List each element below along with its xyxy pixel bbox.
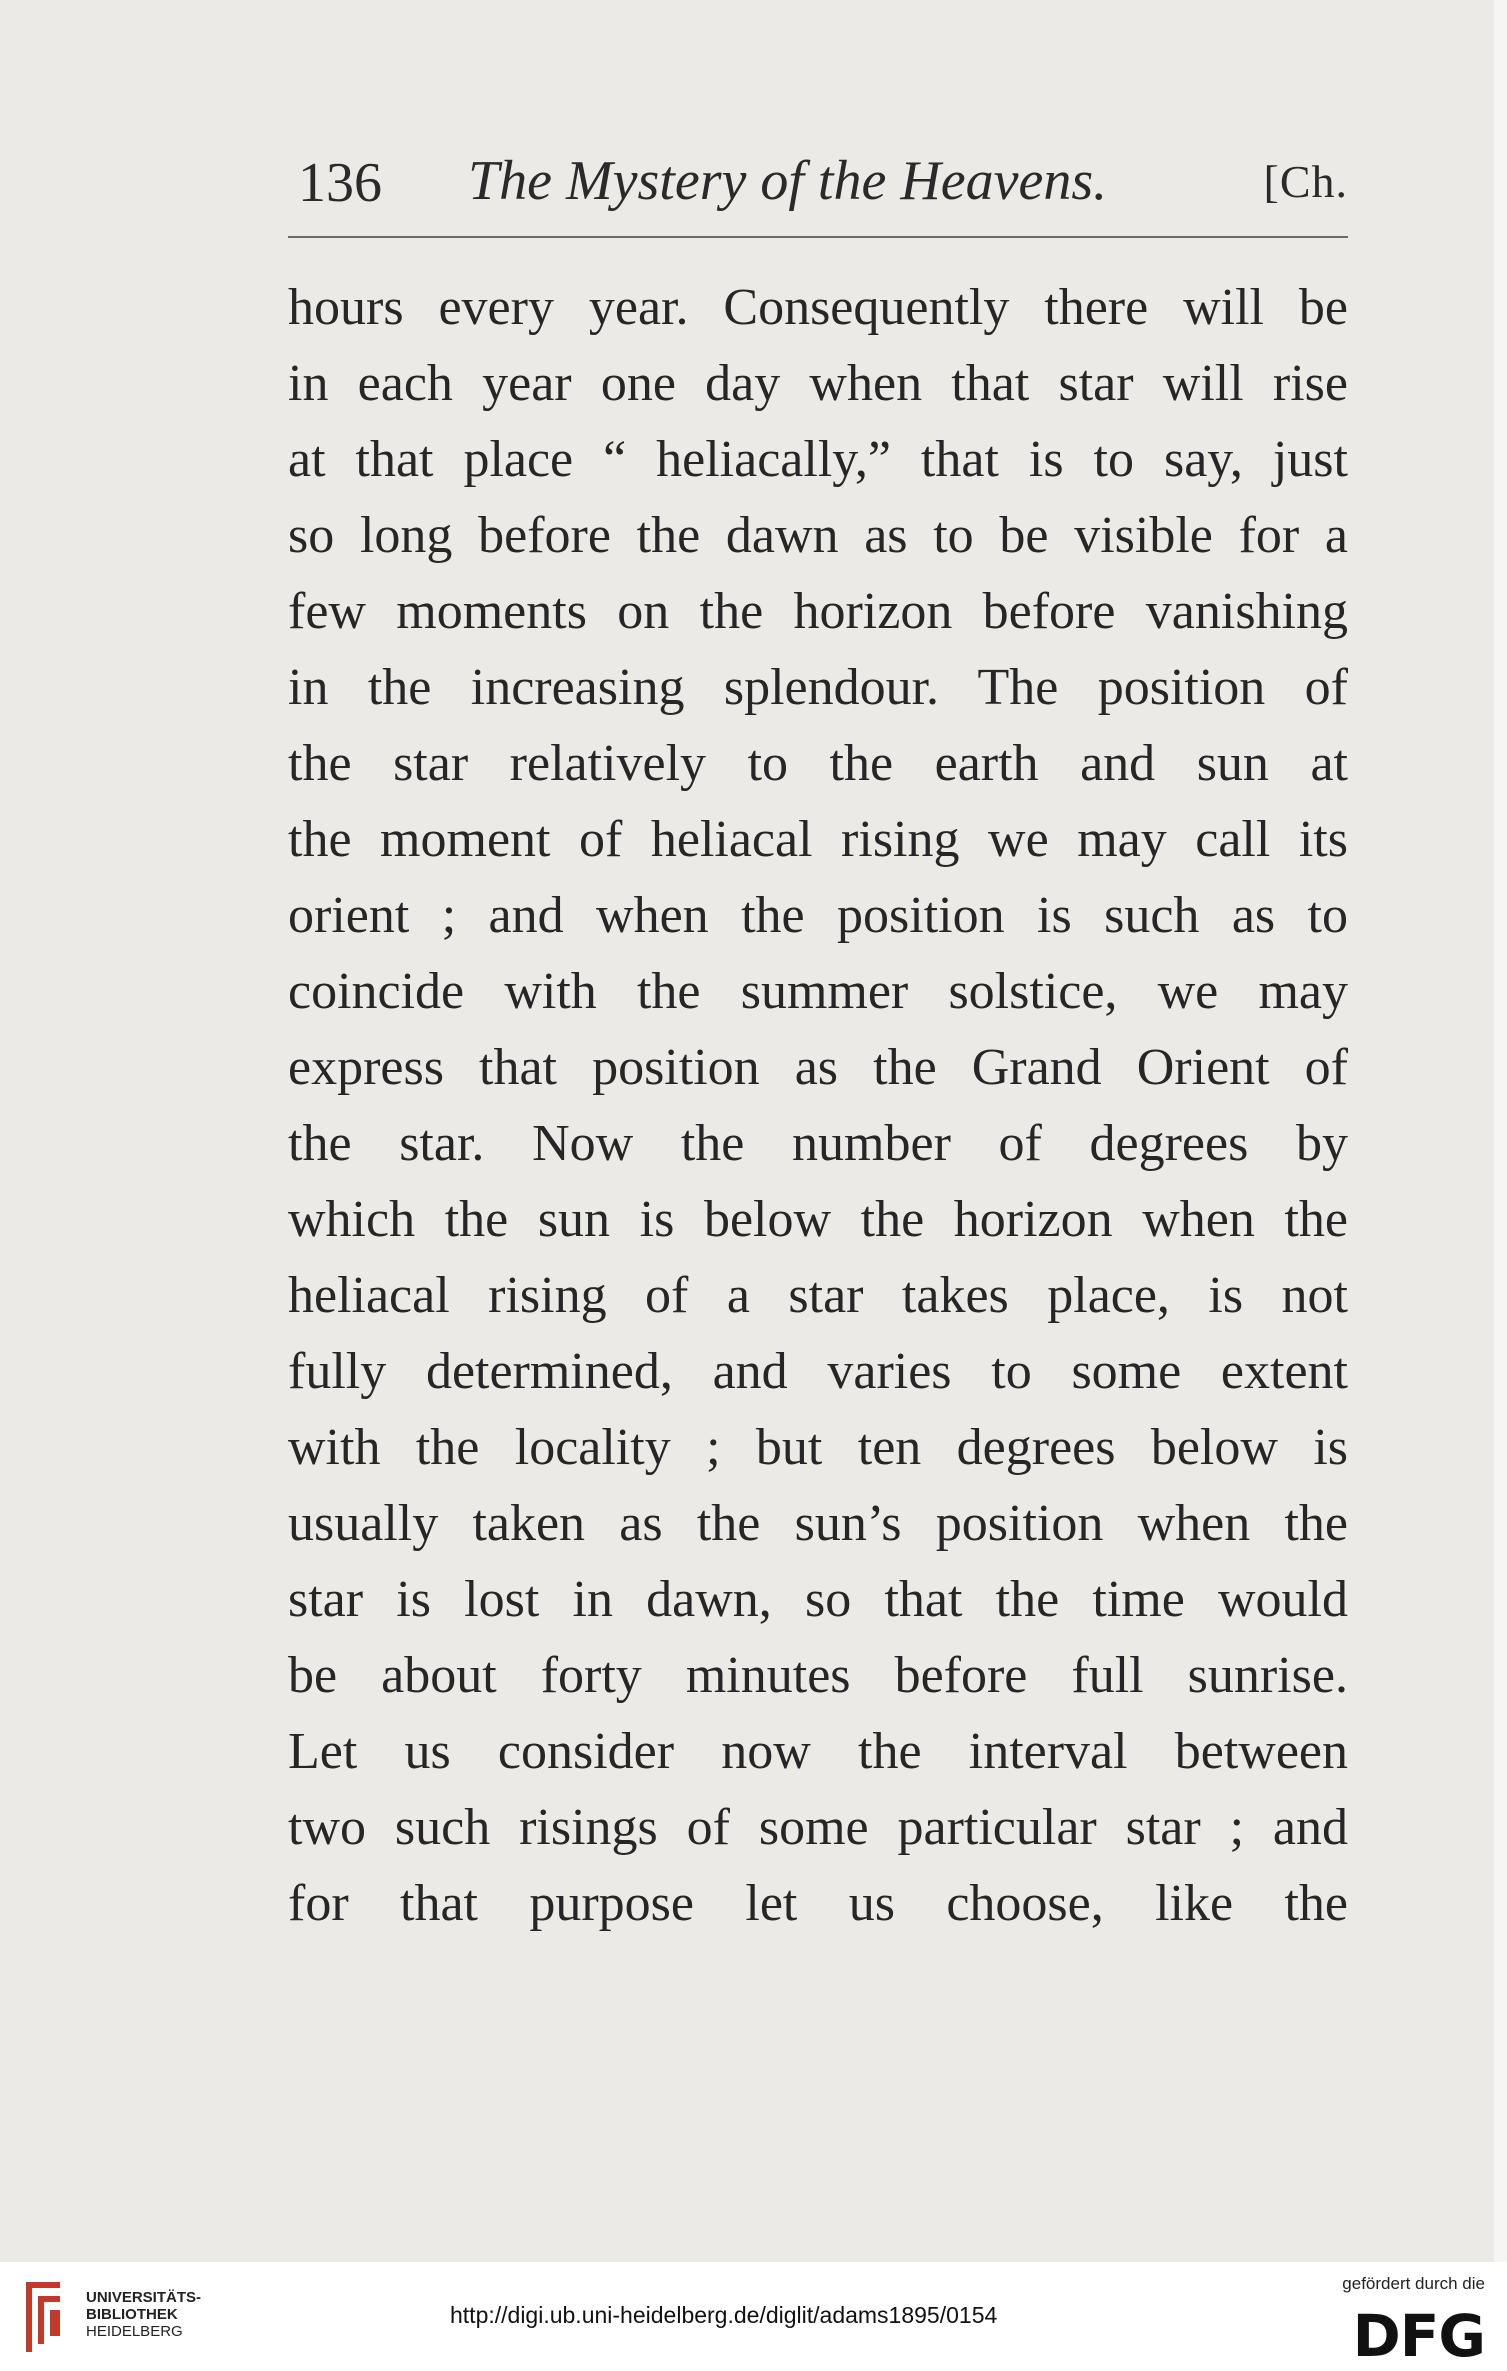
text-line: fully determined, and varies to some extent (288, 1343, 1348, 1400)
body-text (288, 270, 1348, 1942)
library-line: BIBLIOTHEK (86, 2306, 178, 2323)
dfg-logo: DFG (1352, 2302, 1485, 2370)
text-line: express that position as the Grand Orient of (288, 1039, 1348, 1096)
text-line: usually taken as the sun’s position when the (288, 1495, 1348, 1552)
header-rule (288, 236, 1348, 238)
text-line: orient ; and when the position is such as to (288, 887, 1348, 944)
chapter-ref: [Ch. (1263, 156, 1348, 207)
text-line: which the sun is below the horizon when the (288, 1191, 1348, 1248)
text-line: with the locality ; but ten degrees below is (288, 1419, 1348, 1476)
text-line: heliacal rising of a star takes place, is not (288, 1267, 1348, 1324)
text-line: so long before the dawn as to be visible for a (288, 507, 1348, 564)
text-line: Let us consider now the interval between (288, 1723, 1348, 1780)
permalink[interactable]: http://digi.ub.uni-heidelberg.de/diglit/adams1895/0154 (450, 2302, 998, 2328)
library-line: HEIDELBERG (86, 2323, 183, 2340)
text-line: two such risings of some particular star ; and (288, 1799, 1348, 1856)
funding-label: gefördert durch die (1342, 2274, 1485, 2293)
text-line: star is lost in dawn, so that the time would (288, 1571, 1348, 1628)
library-logo-icon (16, 2274, 70, 2358)
page-header (288, 145, 1348, 225)
text-line: in the increasing splendour. The position of (288, 659, 1348, 716)
text-line: the star relatively to the earth and sun at (288, 735, 1348, 792)
text-line: the moment of heliacal rising we may call its (288, 811, 1348, 868)
text-line: in each year one day when that star will rise (288, 355, 1348, 412)
text-line: coincide with the summer solstice, we may (288, 963, 1348, 1020)
library-name (86, 2289, 201, 2340)
running-title: The Mystery of the Heavens. (468, 150, 1108, 212)
text-line: the star. Now the number of degrees by (288, 1115, 1348, 1172)
text-line: at that place “ heliacally,” that is to say, just (288, 431, 1348, 488)
text-line: hours every year. Consequently there will be (288, 279, 1348, 336)
page-edge (1494, 0, 1507, 2262)
page-number: 136 (298, 152, 382, 214)
text-line: for that purpose let us choose, like the (288, 1875, 1348, 1932)
text-line: be about forty minutes before full sunrise. (288, 1647, 1348, 1704)
library-line: UNIVERSITÄTS- (86, 2289, 202, 2306)
text-line: few moments on the horizon before vanishing (288, 583, 1348, 640)
viewer-footer (0, 2262, 1507, 2371)
